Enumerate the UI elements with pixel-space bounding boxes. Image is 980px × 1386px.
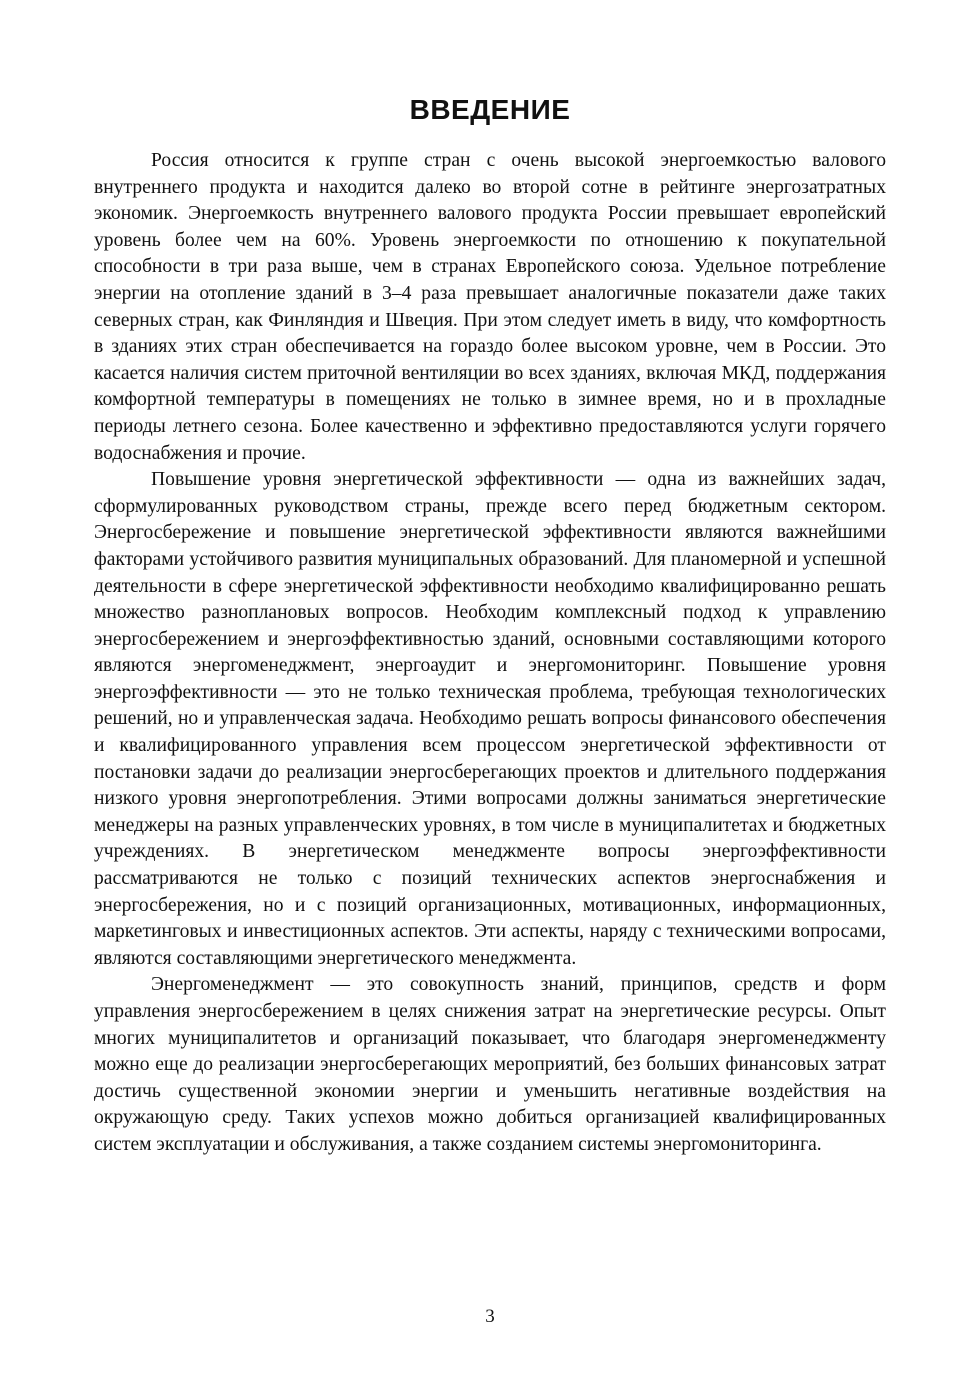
- paragraph-2: Повышение уровня энергетической эффективности — одна из важнейших задач, сформулированных руководством страны, прежде всего перед бюджетным сектором. Энергосбережение и повышение энергетической эффективности являются важнейшими факторами устойчивого развития муниципальных образований. Для планомерной и успешной деятельности в сфере энергетической эффективности необходимо квалифицированно решать множество разноплановых вопросов. Необходим комплексный подход к управлению энергосбережением и энергоэффективностью зданий, основными составляющими которого являются энергоменеджмент, энергоаудит и энергомониторинг. Повышение уровня энергоэффективности — это не только техническая проблема, требующая технологических решений, но и управленческая задача. Необходимо решать вопросы финансового обеспечения и квалифицированного управления всем процессом энергетической эффективности от постановки задачи до реализации энергосберегающих проектов и длительного поддержания низкого уровня энергопотребления. Этими вопросами должны заниматься энергетические менеджеры на разных управленческих уровнях, в том числе в муниципалитетах и бюджетных учреждениях. В энергетическом менеджменте вопросы энергоэффективности рассматриваются не только с позиций технических аспектов энергоснабжения и энергосбережения, но и с позиций организационных, мотивационных, информационных, маркетинговых и инвестиционных аспектов. Эти аспекты, наряду с техническими вопросами, являются составляющими энергетического менеджмента.: [94, 469, 886, 969]
- paragraph-3: Энергоменеджмент — это совокупность знаний, принципов, средств и форм управления энергосбережением в целях снижения затрат на энергетические ресурсы. Опыт многих муниципалитетов и организаций показывает, что благодаря энергоменеджменту можно еще до реализации энергосберегающих мероприятий, без больших финансовых затрат достичь существенной экономии энергии и уменьшить негативные воздействия на окружающую среду. Таких успехов можно добиться организацией квалифицированных систем эксплуатации и обслуживания, а также созданием системы энергомониторинга.: [94, 974, 886, 1155]
- page-number: 3: [485, 1306, 495, 1327]
- paragraph-1: Россия относится к группе стран с очень высокой энергоемкостью валового внутреннего продукта и находится далеко во второй сотне в рейтинге энергозатратных экономик. Энергоемкость внутреннего валового продукта России превышает европейский уровень более чем на 60%. Уровень энергоемкости по отношению к покупательной способности в три раза выше, чем в странах Европейского союза. Удельное потребление энергии на отопление зданий в 3–4 раза превышает аналогичные показатели даже таких северных стран, как Финляндия и Швеция. При этом следует иметь в виду, что комфортность в зданиях этих стран обеспечивается на гораздо более высоком уровне, чем в России. Это касается наличия систем приточной вентиляции во всех зданиях, включая МКД, поддержания комфортной температуры в помещениях не только в зимнее время, но и в прохладные периоды летнего сезона. Более качественно и эффективно предоставляются услуги горячего водоснабжения и прочие.: [94, 150, 886, 464]
- document-page: [94, 90, 886, 1159]
- page-title: ВВЕДЕНИЕ: [409, 94, 571, 125]
